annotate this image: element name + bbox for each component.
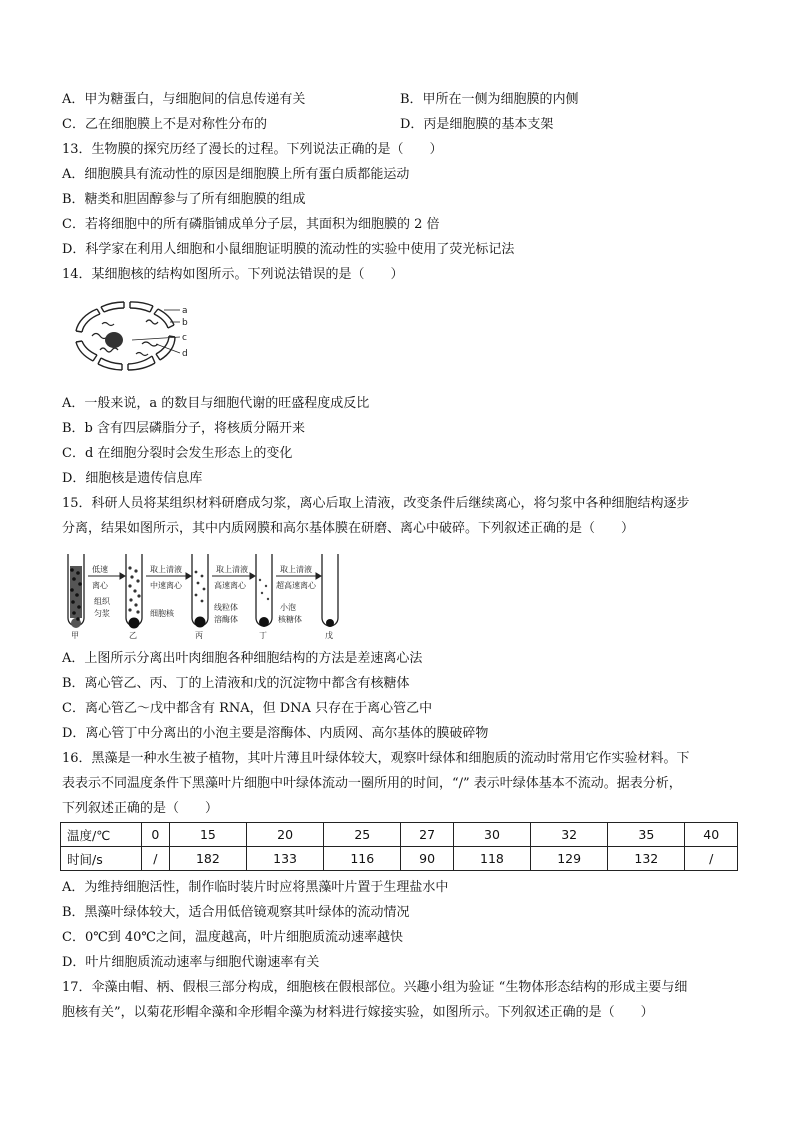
q15-stem-line1: 15．科研人员将某组织材料研磨成匀浆，离心后取上清液，改变条件后继续离心，将匀浆中各种细胞结构逐步 (62, 496, 690, 511)
table-cell: 35 (608, 823, 685, 847)
step4-sub1: 小泡 (280, 603, 296, 612)
q15-option-d: D．离心管丁中分离出的小泡主要是溶酶体、内质网、高尔基体的膜破碎物 (62, 726, 489, 741)
table-row-time (61, 847, 738, 871)
label-c: c (182, 333, 187, 343)
step1-mid: 离心 (92, 581, 108, 590)
label-d: d (182, 349, 188, 359)
label-b: b (182, 318, 188, 328)
table-cell: 182 (169, 847, 246, 871)
table-cell: 20 (246, 823, 323, 847)
table-header-time: 时间/s (61, 847, 142, 871)
q13-stem: 13．生物膜的探究历经了漫长的过程。下列说法正确的是（ ） (62, 142, 443, 157)
table-cell: 129 (531, 847, 608, 871)
tube-label-bing: 丙 (195, 631, 203, 640)
q14-option-b: B．b 含有四层磷脂分子，将核质分隔开来 (62, 421, 306, 436)
step1-top: 低速 (92, 565, 108, 574)
q16-stem-line1: 16．黑藻是一种水生被子植物，其叶片薄且叶绿体较大，观察叶绿体和细胞质的流动时常用它作实验材料。下 (62, 751, 690, 766)
q14-option-d: D．细胞核是遗传信息库 (62, 471, 203, 486)
tube-bing (192, 554, 208, 626)
tube-label-ding: 丁 (259, 631, 267, 640)
nucleolus (105, 332, 123, 348)
table-cell: 15 (169, 823, 246, 847)
table-cell: 0 (142, 823, 170, 847)
table-row-temperature (61, 823, 738, 847)
step4-top: 取上清液 (280, 565, 312, 574)
temperature-table (60, 822, 738, 871)
tube-label-wu: 戊 (325, 631, 333, 640)
table-cell: 30 (453, 823, 530, 847)
q13-option-b: B．糖类和胆固醇参与了所有细胞膜的组成 (62, 192, 306, 207)
q13-option-d: D．科学家在利用人细胞和小鼠细胞证明膜的流动性的实验中使用了荧光标记法 (62, 242, 515, 257)
table-cell: 118 (453, 847, 530, 871)
step2-top: 取上清液 (150, 565, 182, 574)
table-cell: 90 (401, 847, 454, 871)
table-cell: 32 (531, 823, 608, 847)
q12-option-b: B．甲所在一侧为细胞膜的内侧 (400, 92, 579, 107)
step3-sub2: 溶酶体 (214, 615, 238, 624)
q17-stem-line2: 胞核有关”，以菊花形帽伞藻和伞形帽伞藻为材料进行嫁接实验，如图所示。下列叙述正确的是（ ） (62, 1005, 654, 1020)
label-a: a (182, 306, 188, 316)
q12-option-d: D．丙是细胞膜的基本支架 (400, 117, 554, 132)
q14-option-c: C．d 在细胞分裂时会发生形态上的变化 (62, 446, 293, 461)
table-cell: 132 (608, 847, 685, 871)
step1-sub2: 匀浆 (94, 609, 110, 618)
step3-sub1: 线粒体 (214, 603, 238, 612)
step1-sub1: 组织 (94, 597, 110, 606)
step2-mid: 中速离心 (150, 581, 182, 590)
q15-stem-line2: 分离，结果如图所示，其中内质网膜和高尔基体膜在研磨、离心中破碎。下列叙述正确的是（ ） (62, 521, 635, 536)
nucleus-diagram (64, 292, 204, 388)
table-cell: / (142, 847, 170, 871)
q16-option-a: A．为维持细胞活性，制作临时装片时应将黑藻叶片置于生理盐水中 (62, 880, 449, 895)
step3-mid: 高速离心 (214, 581, 246, 590)
q16-stem-line3: 下列叙述正确的是（ ） (62, 801, 219, 816)
table-cell: 133 (246, 847, 323, 871)
q14-stem: 14．某细胞核的结构如图所示。下列说法错误的是（ ） (62, 267, 404, 282)
q12-option-c: C．乙在细胞膜上不是对称性分布的 (62, 117, 267, 132)
step4-mid: 超高速离心 (276, 581, 316, 590)
q16-option-c: C．0℃到 40℃之间，温度越高，叶片细胞质流动速率越快 (62, 930, 403, 945)
table-cell: 116 (324, 847, 401, 871)
q13-option-c: C．若将细胞中的所有磷脂铺成单分子层，其面积为细胞膜的 2 倍 (62, 217, 440, 232)
q16-stem-line2: 表表示不同温度条件下黑藻叶片细胞中叶绿体流动一圈所用的时间，“/” 表示叶绿体基本不流动。据表分析， (62, 776, 682, 791)
q16-option-b: B．黑藻叶绿体较大，适合用低倍镜观察其叶绿体的流动情况 (62, 905, 410, 920)
step2-sub: 细胞核 (150, 609, 174, 618)
q13-option-a: A．细胞膜具有流动性的原因是细胞膜上所有蛋白质都能运动 (62, 167, 410, 182)
q12-option-a: A．甲为糖蛋白，与细胞间的信息传递有关 (62, 92, 306, 107)
table-cell: 40 (685, 823, 738, 847)
q15-option-a: A．上图所示分离出叶肉细胞各种细胞结构的方法是差速离心法 (62, 651, 423, 666)
q15-option-c: C．离心管乙～戊中都含有 RNA，但 DNA 只存在于离心管乙中 (62, 701, 433, 716)
step4-sub2: 核糖体 (278, 615, 302, 624)
q16-option-d: D．叶片细胞质流动速率与细胞代谢速率有关 (62, 955, 320, 970)
q17-stem-line1: 17．伞藻由帽、柄、假根三部分构成，细胞核在假根部位。兴趣小组为验证 “生物体形态结构的形成主要与细 (62, 980, 688, 995)
tube-ding (256, 554, 272, 626)
centrifuge-diagram (64, 546, 354, 640)
tube-label-yi: 乙 (129, 631, 137, 640)
q15-option-b: B．离心管乙、丙、丁的上清液和戊的沉淀物中都含有核糖体 (62, 676, 410, 691)
table-header-temperature: 温度/℃ (61, 823, 142, 847)
q14-option-a: A．一般来说，a 的数目与细胞代谢的旺盛程度成反比 (62, 396, 370, 411)
tube-label-jia: 甲 (71, 631, 79, 640)
table-cell: / (685, 847, 738, 871)
tube-wu (322, 554, 338, 626)
table-cell: 27 (401, 823, 454, 847)
step3-top: 取上清液 (216, 565, 248, 574)
table-cell: 25 (324, 823, 401, 847)
